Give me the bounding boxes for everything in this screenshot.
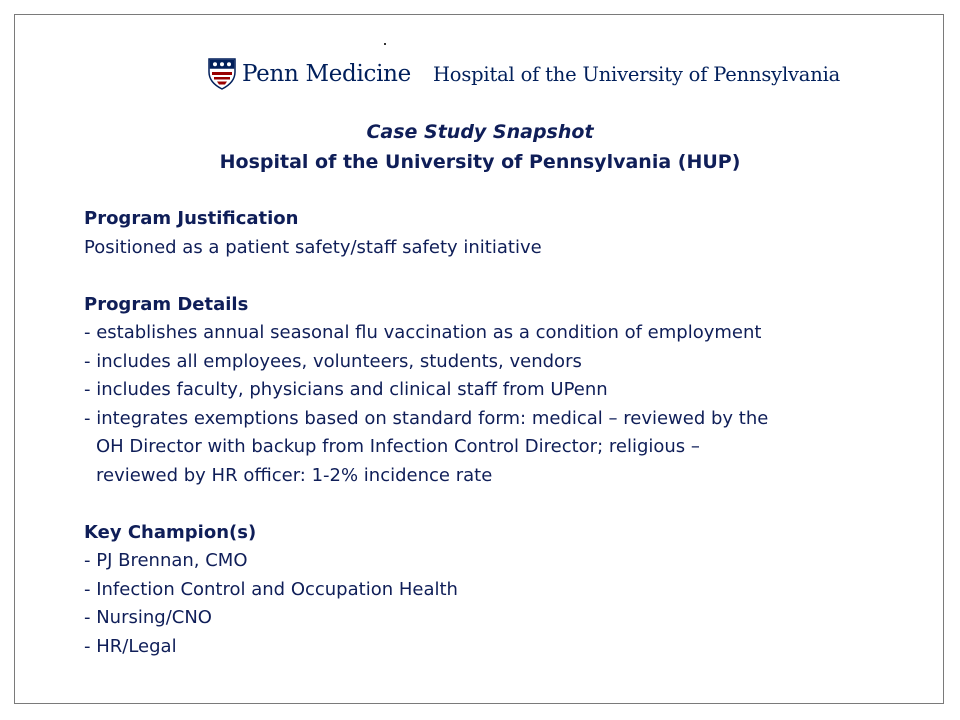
details-heading: Program Details: [84, 293, 249, 315]
page-subtitle: Hospital of the University of Pennsylvania (HUP): [219, 151, 741, 173]
slide-body: [84, 205, 934, 661]
champion-item: - HR/Legal: [84, 635, 177, 657]
justification-heading: Program Justification: [84, 208, 299, 229]
justification-text: Positioned as a patient safety/staff safety initiative: [84, 236, 542, 258]
champion-item: - Infection Control and Occupation Health: [84, 578, 458, 600]
details-item: - integrates exemptions based on standard form: medical – reviewed by the: [84, 407, 769, 429]
penn-medicine-logo-text: Penn Medicine: [242, 61, 411, 87]
penn-shield-icon: [208, 58, 236, 90]
logo-banner: [208, 56, 840, 92]
champions-heading: Key Champion(s): [84, 521, 257, 543]
hospital-logo-text: Hospital of the University of Pennsylvania: [433, 62, 841, 86]
details-item: - establishes annual seasonal flu vaccination as a condition of employment: [84, 322, 762, 343]
page-title: Case Study Snapshot: [366, 121, 594, 143]
details-continuation: OH Director with backup from Infection Control Director; religious –: [96, 436, 700, 457]
details-item: - includes faculty, physicians and clinical staff from UPenn: [84, 379, 608, 400]
champion-item: - Nursing/CNO: [84, 607, 212, 628]
details-continuation: reviewed by HR officer: 1-2% incidence rate: [96, 464, 493, 486]
stray-dot: [384, 43, 386, 45]
details-item: - includes all employees, volunteers, students, vendors: [84, 350, 582, 372]
champion-item: - PJ Brennan, CMO: [84, 550, 248, 571]
